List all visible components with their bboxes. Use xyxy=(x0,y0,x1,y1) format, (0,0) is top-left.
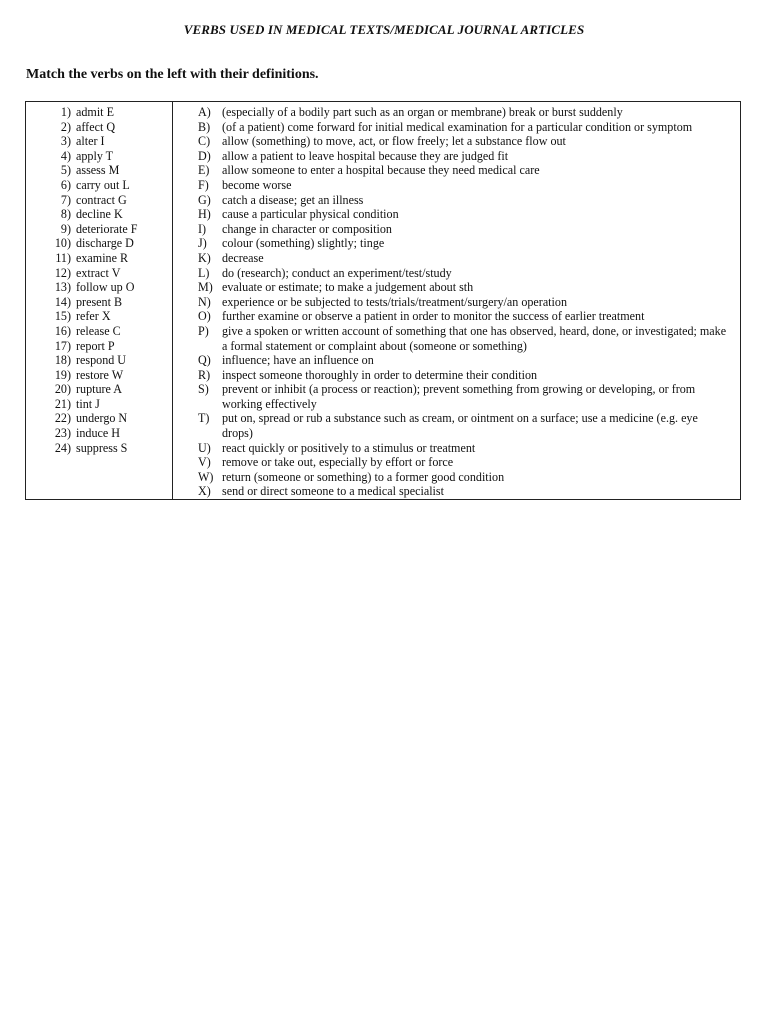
verb-answer: extract V xyxy=(76,265,121,280)
definition-item xyxy=(173,484,739,499)
definition-letter: R) xyxy=(198,367,211,382)
definition-text: change in character or composition xyxy=(222,221,392,236)
verb-item xyxy=(26,251,172,266)
verb-answer: apply T xyxy=(76,148,114,163)
verb-number: 9) xyxy=(60,221,71,236)
verb-item xyxy=(26,324,172,339)
definition-item xyxy=(173,120,739,135)
definition-letter: S) xyxy=(198,382,209,397)
definition-letter: V) xyxy=(198,455,211,470)
verb-answer: refer X xyxy=(76,309,111,324)
verb-number: 8) xyxy=(60,207,71,222)
definition-text: allow (something) to move, act, or flow freely; let a substance flow out xyxy=(222,134,566,149)
verb-answer: deteriorate F xyxy=(76,221,138,236)
matching-table xyxy=(25,101,741,500)
verb-number: 16) xyxy=(54,323,71,338)
definition-text: put on, spread or rub a substance such as cream, or ointment on a surface; use a medicine (e.g. eye drops) xyxy=(222,411,698,441)
verb-answer: examine R xyxy=(76,250,129,265)
definition-item xyxy=(173,163,739,178)
definition-letter: B) xyxy=(198,119,211,134)
definition-letter: H) xyxy=(198,207,211,222)
definition-text: further examine or observe a patient in order to monitor the success of earlier treatment xyxy=(222,309,645,324)
definition-letter: A) xyxy=(198,105,211,119)
verb-item xyxy=(26,163,172,178)
definition-letter: N) xyxy=(198,294,211,309)
verb-item xyxy=(26,368,172,383)
verb-answer: respond U xyxy=(76,353,127,368)
definition-text: experience or be subjected to tests/trials/treatment/surgery/an operation xyxy=(222,294,567,309)
definition-text: become worse xyxy=(222,177,292,192)
definition-letter: J) xyxy=(198,236,207,251)
definition-letter: C) xyxy=(198,134,211,149)
verb-item xyxy=(26,134,172,149)
verb-answer: affect Q xyxy=(76,119,116,134)
definition-letter: T) xyxy=(198,411,210,426)
definition-letter: G) xyxy=(198,192,211,207)
definition-text: remove or take out, especially by effort or force xyxy=(222,455,454,470)
verb-answer: alter I xyxy=(76,134,105,149)
definition-text: allow a patient to leave hospital because they are judged fit xyxy=(222,148,509,163)
definition-letter: L) xyxy=(198,265,210,280)
definition-letter: O) xyxy=(198,309,211,324)
definition-letter: K) xyxy=(198,250,211,265)
verb-item xyxy=(26,266,172,281)
verb-item xyxy=(26,207,172,222)
verb-answer: assess M xyxy=(76,163,120,178)
verb-number: 2) xyxy=(60,119,71,134)
definition-item xyxy=(173,280,739,295)
verb-item xyxy=(26,193,172,208)
definition-item xyxy=(173,295,739,310)
definition-letter: E) xyxy=(198,163,210,178)
definition-text: react quickly or positively to a stimulus or treatment xyxy=(222,440,476,455)
definition-item xyxy=(173,441,739,456)
verb-number: 15) xyxy=(54,309,71,324)
definition-item xyxy=(173,353,739,368)
verb-answer: rupture A xyxy=(76,382,123,397)
verb-answer: follow up O xyxy=(76,280,135,295)
verb-number: 11) xyxy=(55,250,71,265)
definition-text: influence; have an influence on xyxy=(222,353,374,368)
verb-answer: suppress S xyxy=(76,440,128,455)
verb-answer: restore W xyxy=(76,367,124,382)
verb-number: 17) xyxy=(54,338,71,353)
verb-number: 24) xyxy=(54,440,71,455)
verb-answer: admit E xyxy=(76,105,114,119)
definition-item xyxy=(173,236,739,251)
verb-number: 5) xyxy=(60,163,71,178)
verb-list xyxy=(26,105,172,455)
definition-item xyxy=(173,324,739,353)
verb-number: 10) xyxy=(54,236,71,251)
definition-letter: W) xyxy=(198,469,214,484)
verb-number: 19) xyxy=(54,367,71,382)
definition-text: cause a particular physical condition xyxy=(222,207,399,222)
definition-text: catch a disease; get an illness xyxy=(222,192,364,207)
definition-text: evaluate or estimate; to make a judgement about sth xyxy=(222,280,474,295)
verb-item xyxy=(26,382,172,397)
verb-item xyxy=(26,105,172,120)
definition-letter: I) xyxy=(198,221,207,236)
definition-letter: M) xyxy=(198,280,213,295)
verb-item xyxy=(26,295,172,310)
verb-number: 23) xyxy=(54,426,71,441)
verb-answer: release C xyxy=(76,323,121,338)
verb-answer: contract G xyxy=(76,192,127,207)
verb-number: 14) xyxy=(54,294,71,309)
verb-number: 22) xyxy=(54,411,71,426)
definition-item xyxy=(173,266,739,281)
definition-item xyxy=(173,207,739,222)
definition-letter: P) xyxy=(198,323,209,338)
verb-item xyxy=(26,178,172,193)
verb-answer: discharge D xyxy=(76,236,134,251)
definition-text: colour (something) slightly; tinge xyxy=(222,236,385,251)
definition-text: prevent or inhibit (a process or reaction); prevent something from growing or developing, or from working effectively xyxy=(222,382,696,411)
definition-text: give a spoken or written account of something that one has observed, heard, done, or investigated; make a formal statement or complaint about (someone or something) xyxy=(222,323,727,353)
definition-item xyxy=(173,309,739,324)
page-title: VERBS USED IN MEDICAL TEXTS/MEDICAL JOURNAL ARTICLES xyxy=(183,22,585,37)
verb-item xyxy=(26,411,172,426)
verb-answer: carry out L xyxy=(76,177,130,192)
verb-number: 18) xyxy=(54,353,71,368)
verb-item xyxy=(26,309,172,324)
verb-answer: undergo N xyxy=(76,411,128,426)
verb-item xyxy=(26,149,172,164)
verb-number: 21) xyxy=(54,396,71,411)
definition-letter: Q) xyxy=(198,353,211,368)
verb-answer: tint J xyxy=(76,396,100,411)
verb-item xyxy=(26,280,172,295)
verb-number: 13) xyxy=(54,280,71,295)
verb-number: 1) xyxy=(60,105,71,119)
definition-text: (especially of a bodily part such as an organ or membrane) break or burst suddenly xyxy=(222,105,623,119)
verb-number: 7) xyxy=(60,192,71,207)
definition-item xyxy=(173,411,739,440)
verb-item xyxy=(26,397,172,412)
verb-number: 12) xyxy=(54,265,71,280)
definition-letter: D) xyxy=(198,148,211,163)
definition-item xyxy=(173,222,739,237)
definition-letter: U) xyxy=(198,440,211,455)
definition-text: decrease xyxy=(222,250,264,265)
verb-number: 3) xyxy=(60,134,71,149)
definition-item xyxy=(173,455,739,470)
definition-item xyxy=(173,382,739,411)
verb-answer: present B xyxy=(76,294,123,309)
definition-item xyxy=(173,134,739,149)
definition-text: inspect someone thoroughly in order to determine their condition xyxy=(222,367,538,382)
definition-letter: X) xyxy=(198,484,211,499)
definition-item xyxy=(173,193,739,208)
verb-item xyxy=(26,236,172,251)
verb-number: 20) xyxy=(54,382,71,397)
definition-item xyxy=(173,178,739,193)
definition-item xyxy=(173,368,739,383)
definition-item xyxy=(173,105,739,120)
definition-list xyxy=(173,105,739,499)
verb-item xyxy=(26,339,172,354)
verb-item xyxy=(26,353,172,368)
verb-item xyxy=(26,441,172,456)
definition-text: allow someone to enter a hospital because they need medical care xyxy=(222,163,540,178)
definition-item xyxy=(173,251,739,266)
definition-letter: F) xyxy=(198,177,209,192)
definition-item xyxy=(173,149,739,164)
verb-answer: induce H xyxy=(76,426,120,441)
definition-text: do (research); conduct an experiment/test/study xyxy=(222,265,452,280)
verb-item xyxy=(26,426,172,441)
definition-item xyxy=(173,470,739,485)
verb-item xyxy=(26,222,172,237)
verb-answer: report P xyxy=(76,338,115,353)
exercise-instruction: Match the verbs on the left with their definitions. xyxy=(26,67,319,82)
definition-text: return (someone or something) to a former good condition xyxy=(222,469,505,484)
verb-number: 6) xyxy=(60,177,71,192)
verb-answer: decline K xyxy=(76,207,123,222)
verb-item xyxy=(26,120,172,135)
verb-number: 4) xyxy=(60,148,71,163)
definition-text: (of a patient) come forward for initial medical examination for a particular condition or symptom xyxy=(222,119,693,134)
definition-text: send or direct someone to a medical specialist xyxy=(222,484,444,499)
